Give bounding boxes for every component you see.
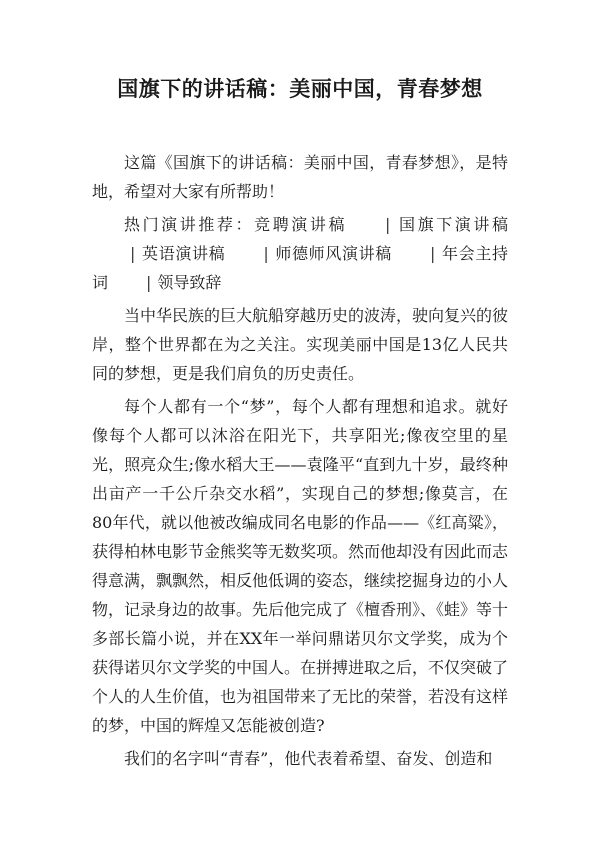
page-title: 国旗下的讲话稿：美丽中国，青春梦想 (117, 77, 483, 101)
recommend-paragraph (92, 210, 508, 297)
recommend-link-lingdao[interactable]: 领导致辞 (157, 273, 222, 292)
recommend-label: 热门演讲推荐： (124, 215, 255, 234)
separator: | (385, 215, 391, 234)
separator: | (263, 244, 269, 263)
recommend-link-nianhui[interactable]: 年会主持词 (92, 244, 508, 292)
separator: | (130, 244, 136, 263)
body-paragraph-1: 当中华民族的巨大航船穿越历史的波涛，驶向复兴的彼岸，整个世界都在为之关注。实现美丽中国是13亿人民共同的梦想，更是我们肩负的历史责任。 (92, 306, 509, 383)
separator: | (146, 273, 152, 292)
recommend-link-english[interactable]: 英语演讲稿 (141, 244, 226, 263)
recommend-link-shide[interactable]: 师德师风演讲稿 (274, 244, 392, 263)
recommend-link-jingpin[interactable]: 竞聘演讲稿 (254, 215, 348, 234)
body-paragraph-3: 我们的名字叫“青春”，他代表着希望、奋发、创造和 (124, 749, 493, 768)
separator: | (429, 244, 436, 263)
intro-paragraph: 这篇《国旗下的讲话稿：美丽中国，青春梦想》，是特地，希望对大家有所帮助！ (92, 153, 508, 201)
document-body (92, 148, 508, 777)
recommend-link-guoqixia[interactable]: 国旗下演讲稿 (396, 215, 508, 234)
body-paragraph-2: 每个人都有一个“梦”，每个人都有理想和追求。就好像每个人都可以沐浴在阳光下，共享阳光;像夜空里的星光，照亮众生;像水稻大王——袁隆平“直到九十岁，最终种出亩产一千公斤杂交水稻”，实现自己的梦想;像莫言，在80年代，就以他被改编成同名电影的作品——《红高粱》，获得柏林电影节金熊奖等无数奖项。然而他却没有因此而志得意满，飘飘然，相反他低调的姿态，继续挖掘身边的小人物，记录身边的故事。先后他完成了《檀香刑》、《蛙》等十多部长篇小说，并在XX年一举问鼎诺贝尔文学奖，成为个获得诺贝尔文学奖的中国人。在拼搏进取之后，不仅突破了个人的人生价值，也为祖国带来了无比的荣誉，若没有这样的梦，中国的辉煌又怎能被创造? (92, 397, 509, 735)
